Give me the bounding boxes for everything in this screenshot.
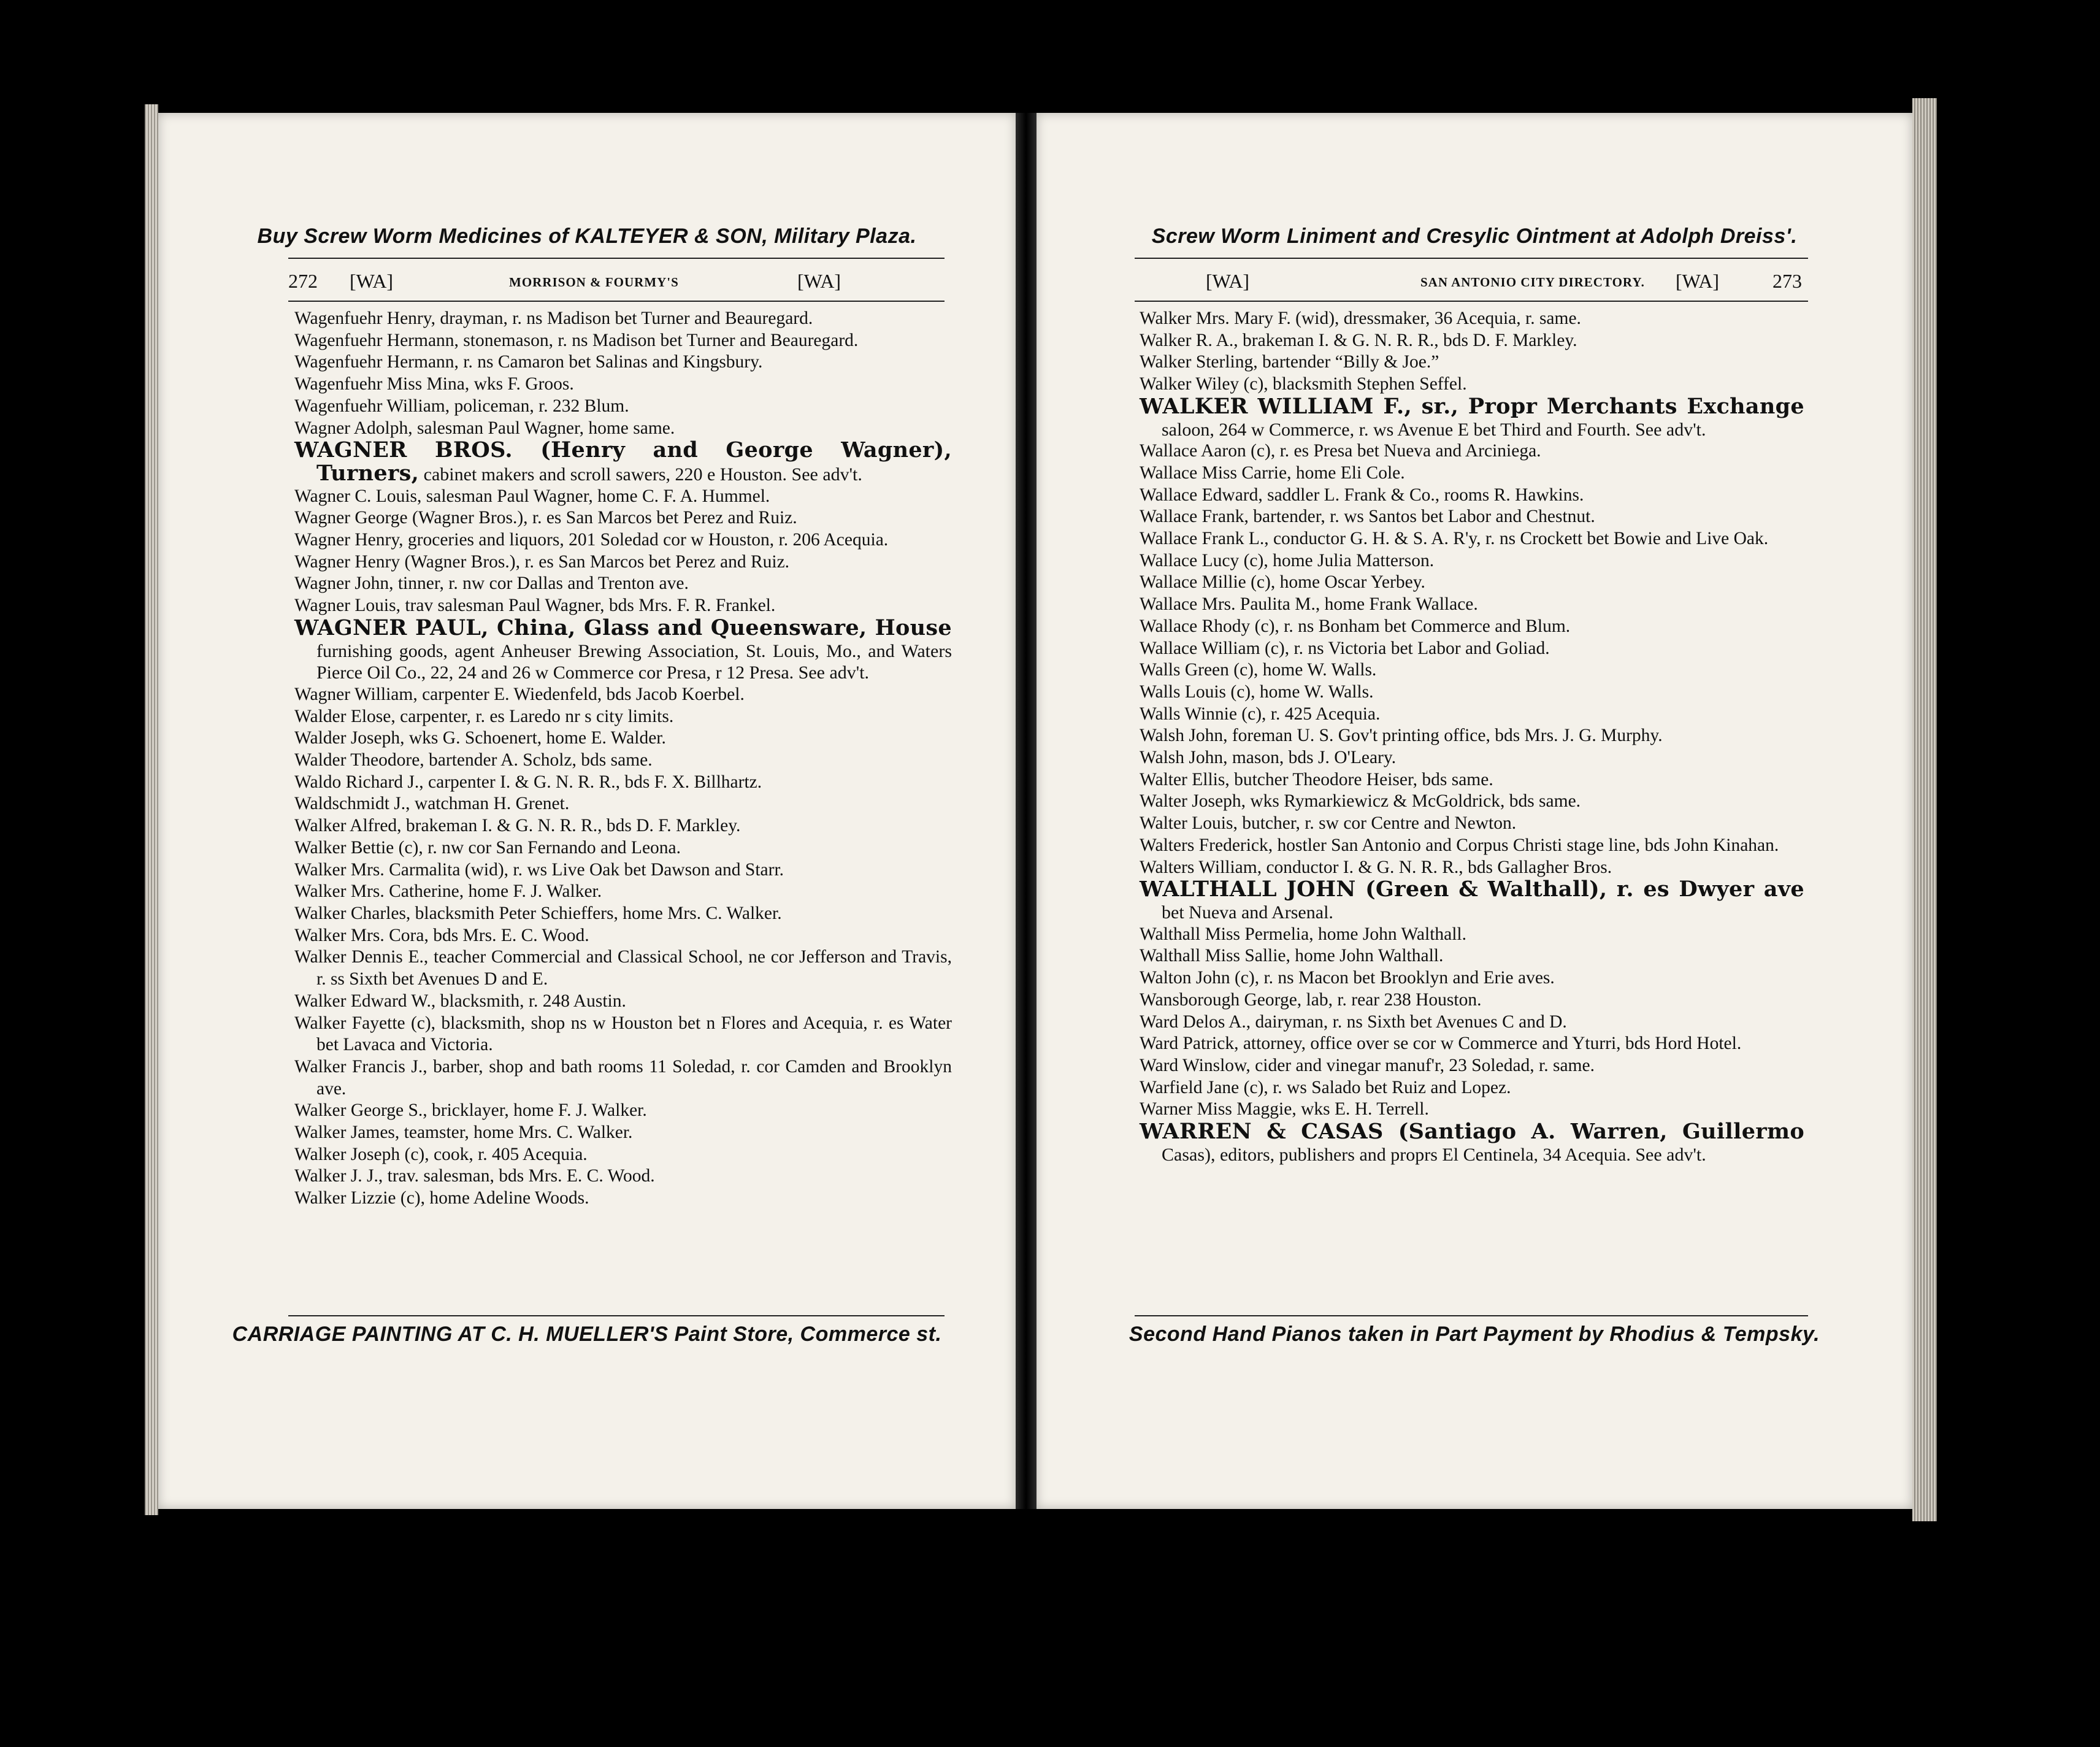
entry-text: Wagner Henry, groceries and liquors, 201 Soledad cor w Houston, r. 206 Acequia. (294, 530, 889, 550)
directory-entry (1140, 924, 1804, 946)
directory-entry (1140, 1099, 1804, 1121)
page-number: 272 (288, 270, 318, 292)
entry-text: Warner Miss Maggie, wks E. H. Terrell. (1140, 1099, 1429, 1119)
entry-text: Walthall Miss Sallie, home John Walthall. (1140, 946, 1444, 966)
entry-text: Wagenfuehr Miss Mina, wks F. Groos. (294, 374, 574, 394)
rule (1135, 258, 1808, 259)
directory-entry (1140, 835, 1804, 857)
directory-entry (294, 529, 952, 551)
directory-entry (1140, 1055, 1804, 1077)
directory-entry (294, 1122, 952, 1144)
entry-text: Ward Winslow, cider and vinegar manuf'r, 23 Soledad, r. same. (1140, 1055, 1595, 1075)
publisher-name: MORRISON & FOURMY'S (509, 275, 679, 290)
directory-entry (294, 946, 952, 990)
book-edge-left (145, 104, 158, 1515)
section-label-left: [WA] (350, 270, 394, 292)
directory-entry (1140, 989, 1804, 1012)
entry-text: Warfield Jane (c), r. ws Salado bet Ruiz and Lopez. (1140, 1077, 1511, 1097)
entry-text: Walker James, teamster, home Mrs. C. Walker. (294, 1123, 633, 1143)
section-label-left: [WA] (1206, 270, 1250, 292)
directory-entry (294, 772, 952, 794)
left-running-head (288, 270, 945, 297)
entry-text: Wallace Frank, bartender, r. ws Santos bet Labor and Chestnut. (1140, 507, 1595, 527)
entry-heading: WAGNER BROS. (Henry and George Wagner), Turners, (294, 437, 952, 486)
entry-text: Walker R. A., brakeman I. & G. N. R. R., bds D. F. Markley. (1140, 330, 1577, 350)
directory-entry (1140, 440, 1804, 463)
entry-text: Walter Louis, butcher, r. sw cor Centre and Newton. (1140, 813, 1517, 834)
directory-entry (1140, 1077, 1804, 1099)
entry-text: Walker Sterling, bartender “Billy & Joe.” (1140, 352, 1439, 372)
entry-text: Walker Charles, blacksmith Peter Schieffers, home Mrs. C. Walker. (294, 903, 782, 923)
entry-text: bet Nueva and Arsenal. (1162, 902, 1333, 923)
directory-entry (1140, 308, 1804, 330)
entry-text: Walker Fayette (c), blacksmith, shop ns w Houston bet n Flores and Acequia, r. es Water bet Lavaca and Victoria. (294, 1013, 952, 1055)
entry-text: Wallace Rhody (c), r. ns Bonham bet Commerce and Blum. (1140, 616, 1571, 636)
entry-text: Walls Green (c), home W. Walls. (1140, 660, 1377, 680)
directory-entry (1140, 659, 1804, 682)
entry-text: Walker Mrs. Catherine, home F. J. Walker. (294, 881, 602, 902)
directory-entry (1140, 682, 1804, 704)
entry-text: Wagner William, carpenter E. Wiedenfeld, bds Jacob Koerbel. (294, 684, 745, 704)
entry-heading: WALTHALL JOHN (Green & Walthall), r. es Dwyer ave (1140, 877, 1804, 902)
directory-entry (1140, 572, 1804, 594)
entry-text: Walker Edward W., blacksmith, r. 248 Austin. (294, 991, 626, 1011)
entry-text: Wagenfuehr Henry, drayman, r. ns Madison bet Turner and Beauregard. (294, 309, 813, 328)
entry-text: Walters Frederick, hostler San Antonio and Corpus Christi stage line, bds John Kinahan. (1140, 835, 1779, 855)
rule (288, 301, 945, 302)
entry-text: Wallace Miss Carrie, home Eli Cole. (1140, 463, 1405, 483)
directory-entry (294, 903, 952, 925)
left-page (158, 113, 1016, 1509)
directory-entry (294, 595, 952, 617)
rule (288, 258, 945, 259)
directory-entry (294, 793, 952, 815)
entry-text: Walder Joseph, wks G. Schoenert, home E. Walder. (294, 728, 666, 748)
directory-entry (294, 991, 952, 1013)
directory-entry (1140, 351, 1804, 374)
directory-entry (294, 374, 952, 396)
entry-heading: WALKER WILLIAM F., sr., Propr Merchants Exchange (1140, 393, 1804, 419)
directory-entry (1140, 945, 1804, 967)
directory-entry (294, 1013, 952, 1056)
entry-text: Wallace Lucy (c), home Julia Matterson. (1140, 550, 1435, 570)
entry-text: Walker Mrs. Mary F. (wid), dressmaker, 36 Acequia, r. same. (1140, 309, 1581, 328)
directory-entry (1140, 1121, 1804, 1165)
directory-entry (1140, 1012, 1804, 1034)
entry-text: Walker George S., bricklayer, home F. J. Walker. (294, 1100, 647, 1121)
directory-entry (294, 439, 952, 485)
entry-text: Walters William, conductor I. & G. N. R. R., bds Gallagher Bros. (1140, 857, 1612, 877)
entry-text: Waldo Richard J., carpenter I. & G. N. R. R., bds F. X. Billhartz. (294, 772, 762, 792)
directory-entry (1140, 506, 1804, 528)
entry-text: Walker Wiley (c), blacksmith Stephen Seffel. (1140, 374, 1467, 394)
directory-entry (294, 507, 952, 529)
directory-entry (294, 573, 952, 595)
directory-entry (1140, 528, 1804, 550)
directory-entry (1140, 374, 1804, 396)
entry-text: Wallace Aaron (c), r. es Presa bet Nueva and Arciniega. (1140, 441, 1541, 461)
directory-entry (294, 837, 952, 859)
directory-entry (294, 308, 952, 330)
directory-entry (294, 330, 952, 352)
rule (1135, 1315, 1808, 1316)
directory-entry (1140, 747, 1804, 769)
section-label-right: [WA] (1676, 270, 1720, 292)
entry-text: Casas), editors, publishers and proprs El Centinela, 34 Acequia. See adv't. (1162, 1144, 1706, 1165)
right-page (1037, 113, 1912, 1509)
entry-text: Wagner Henry (Wagner Bros.), r. es San Marcos bet Perez and Ruiz. (294, 551, 790, 572)
page-number: 273 (1772, 270, 1802, 292)
directory-entry (294, 728, 952, 750)
entry-text: Wallace Edward, saddler L. Frank & Co., rooms R. Hawkins. (1140, 485, 1584, 505)
rule (1135, 301, 1808, 302)
entry-text: Walder Elose, carpenter, r. es Laredo nr s city limits. (294, 706, 674, 726)
entry-text: Walter Ellis, butcher Theodore Heiser, bds same. (1140, 769, 1493, 789)
entry-text: Wagner Adolph, salesman Paul Wagner, home same. (294, 418, 675, 438)
directory-entry (1140, 967, 1804, 989)
directory-entry (294, 881, 952, 903)
entry-text: Wallace Millie (c), home Oscar Yerbey. (1140, 572, 1425, 593)
directory-entry (1140, 704, 1804, 726)
entry-text: Waldschmidt J., watchman H. Grenet. (294, 794, 570, 814)
directory-entry (294, 418, 952, 440)
directory-entry (294, 925, 952, 947)
entry-text: Wagenfuehr William, policeman, r. 232 Blum. (294, 396, 629, 416)
directory-entry (294, 551, 952, 574)
entry-text: Walker Francis J., barber, shop and bath rooms 11 Soledad, r. cor Camden and Brooklyn ave. (294, 1056, 952, 1099)
directory-entry (1140, 878, 1804, 923)
entry-text: Wagner George (Wagner Bros.), r. es San Marcos bet Perez and Ruiz. (294, 508, 797, 528)
directory-entry (294, 815, 952, 837)
entry-text: Walder Theodore, bartender A. Scholz, bds same. (294, 750, 653, 770)
directory-entry (1140, 485, 1804, 507)
entry-text: Walton John (c), r. ns Macon bet Brooklyn and Erie aves. (1140, 968, 1555, 988)
directory-entry (1140, 857, 1804, 879)
entry-text: Walsh John, mason, bds J. O'Leary. (1140, 748, 1397, 768)
directory-entry (294, 859, 952, 881)
directory-entry (294, 750, 952, 772)
left-top-advertisement: Buy Screw Worm Medicines of KALTEYER & SON, Military Plaza. (257, 225, 917, 248)
book-spine (1016, 113, 1037, 1509)
right-running-head (1135, 270, 1808, 297)
right-top-advertisement: Screw Worm Liniment and Cresylic Ointment at Adolph Dreiss'. (1151, 225, 1798, 248)
entry-text: Walker Bettie (c), r. nw cor San Fernando and Leona. (294, 837, 681, 858)
entry-text: Wallace Frank L., conductor G. H. & S. A. R'y, r. ns Crockett bet Bowie and Live Oak. (1140, 529, 1769, 549)
entry-text: cabinet makers and scroll sawers, 220 e Houston. See adv't. (419, 464, 862, 485)
book-edge-right (1912, 98, 1937, 1521)
directory-entry (294, 351, 952, 374)
entry-text: Walker Dennis E., teacher Commercial and Classical School, ne cor Jefferson and Travis, r. ss Sixth bet Avenues D and E. (294, 947, 952, 989)
directory-entry (294, 1188, 952, 1210)
left-bottom-advertisement: CARRIAGE PAINTING AT C. H. MUELLER'S Paint Store, Commerce st. (232, 1323, 942, 1346)
left-entry-list (294, 308, 952, 1210)
entry-text: Wagenfuehr Hermann, r. ns Camaron bet Salinas and Kingsbury. (294, 352, 763, 372)
directory-entry (1140, 463, 1804, 485)
directory-entry (1140, 393, 1804, 440)
entry-text: Ward Delos A., dairyman, r. ns Sixth bet Avenues C and D. (1140, 1012, 1567, 1032)
directory-entry (294, 706, 952, 728)
entry-heading: WAGNER PAUL, China, Glass and Queensware, House (294, 615, 952, 640)
directory-entry (294, 396, 952, 418)
entry-text: Walthall Miss Permelia, home John Walthall. (1140, 924, 1467, 944)
entry-text: Walker Mrs. Carmalita (wid), r. ws Live Oak bet Dawson and Starr. (294, 859, 784, 880)
right-bottom-advertisement: Second Hand Pianos taken in Part Payment by Rhodius & Tempsky. (1129, 1323, 1820, 1346)
entry-text: Walker Lizzie (c), home Adeline Woods. (294, 1188, 589, 1208)
directory-entry (1140, 769, 1804, 791)
entry-text: Walsh John, foreman U. S. Gov't printing office, bds Mrs. J. G. Murphy. (1140, 726, 1663, 746)
section-label-right: [WA] (797, 270, 841, 292)
entry-text: Wagenfuehr Hermann, stonemason, r. ns Madison bet Turner and Beauregard. (294, 330, 859, 350)
directory-entry (1140, 813, 1804, 835)
directory-entry (1140, 1033, 1804, 1055)
entry-text: Walker Joseph (c), cook, r. 405 Acequia. (294, 1144, 588, 1164)
directory-entry (294, 684, 952, 706)
directory-entry (1140, 594, 1804, 616)
directory-entry (1140, 638, 1804, 660)
directory-entry (294, 486, 952, 508)
directory-entry (294, 1056, 952, 1100)
entry-text: Wallace William (c), r. ns Victoria bet Labor and Goliad. (1140, 638, 1550, 658)
publisher-name: SAN ANTONIO CITY DIRECTORY. (1420, 275, 1645, 290)
entry-text: Walter Joseph, wks Rymarkiewicz & McGoldrick, bds same. (1140, 791, 1581, 812)
entry-text: Wagner John, tinner, r. nw cor Dallas and Trenton ave. (294, 574, 689, 594)
directory-entry (1140, 725, 1804, 747)
rule (288, 1315, 945, 1316)
entry-heading: WARREN & CASAS (Santiago A. Warren, Guillermo (1140, 1119, 1804, 1145)
entry-text: Walker J. J., trav. salesman, bds Mrs. E. C. Wood. (294, 1166, 655, 1186)
entry-text: saloon, 264 w Commerce, r. ws Avenue E bet Third and Fourth. See adv't. (1162, 419, 1706, 440)
entry-text: Wansborough George, lab, r. rear 238 Houston. (1140, 989, 1482, 1010)
entry-text: Wagner Louis, trav salesman Paul Wagner, bds Mrs. F. R. Frankel. (294, 596, 776, 616)
entry-text: Walls Louis (c), home W. Walls. (1140, 682, 1374, 702)
right-entry-list (1140, 308, 1804, 1165)
directory-entry (294, 617, 952, 684)
directory-entry (1140, 791, 1804, 813)
entry-text: Walker Mrs. Cora, bds Mrs. E. C. Wood. (294, 925, 589, 945)
entry-text: Wagner C. Louis, salesman Paul Wagner, home C. F. A. Hummel. (294, 486, 770, 506)
directory-entry (1140, 616, 1804, 638)
directory-entry (1140, 330, 1804, 352)
entry-text: Ward Patrick, attorney, office over se cor w Commerce and Yturri, bds Hord Hotel. (1140, 1034, 1742, 1054)
directory-entry (294, 1100, 952, 1122)
directory-entry (1140, 550, 1804, 572)
directory-entry (294, 1165, 952, 1188)
entry-text: Wallace Mrs. Paulita M., home Frank Wallace. (1140, 594, 1478, 615)
entry-text: Walker Alfred, brakeman I. & G. N. R. R., bds D. F. Markley. (294, 816, 741, 836)
entry-text: furnishing goods, agent Anheuser Brewing Association, St. Louis, Mo., and Waters Pierce Oil Co., 22, 24 and 26 w Commerce cor Presa, r 12 Presa. See adv't. (316, 640, 952, 683)
directory-entry (294, 1144, 952, 1166)
entry-text: Walls Winnie (c), r. 425 Acequia. (1140, 704, 1381, 724)
